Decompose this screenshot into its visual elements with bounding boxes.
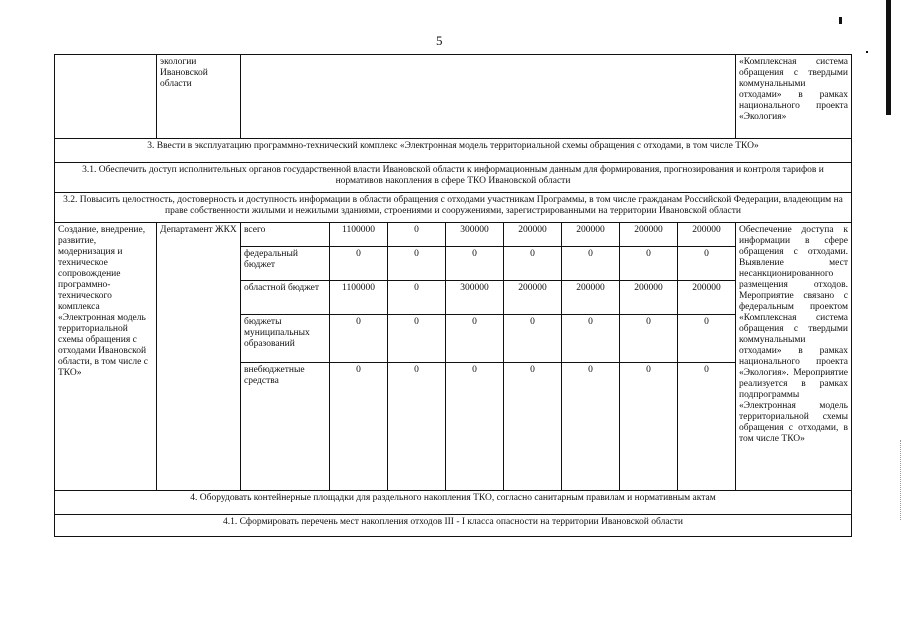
cell-source: всего	[241, 223, 330, 247]
section-4-1: 4.1. Сформировать перечень мест накопления отходов III - I класса опасности на территории Ивановской области	[55, 515, 852, 537]
cell-value: 0	[678, 247, 736, 281]
cell-value: 0	[620, 363, 678, 491]
cell-empty	[55, 55, 157, 139]
cell-activity-name: Создание, внедрение, развитие, модернизация и техническое сопровождение программно-технического комплекса «Электронная модель территориальной схемы обращения с отходами Ивановской области, в том числе с ТКО»	[55, 223, 157, 491]
cell-value: 0	[678, 315, 736, 363]
section-3-2: 3.2. Повысить целостность, достоверность и доступность информации в области обращения с отходами участникам Программы, в том числе гражданам Российской Федерации, владеющим на праве собственности жилыми и нежилыми зданиями, строениями и сооружениями, зарегистрированными на территории Ивановской области	[55, 193, 852, 223]
cell-value: 200000	[504, 281, 562, 315]
cell-value: 0	[388, 315, 446, 363]
cell-value: 200000	[620, 223, 678, 247]
cell-value: 0	[388, 363, 446, 491]
cell-source: федеральный бюджет	[241, 247, 330, 281]
scan-dots-right	[900, 440, 903, 520]
cell-value: 200000	[504, 223, 562, 247]
cell-value: 1100000	[330, 281, 388, 315]
cell-activity-responsible: Департамент ЖКХ	[157, 223, 241, 491]
cell-source: областной бюджет	[241, 281, 330, 315]
cell-value: 0	[504, 315, 562, 363]
cell-value: 200000	[562, 281, 620, 315]
cell-note-cont: «Комплексная система обращения с твердыми коммунальными отходами» в рамках национального проекта «Экология»	[736, 55, 852, 139]
cell-value: 1100000	[330, 223, 388, 247]
cell-value: 0	[446, 247, 504, 281]
scan-bar-right	[886, 0, 891, 115]
section-row-3-2	[55, 193, 852, 223]
cell-value: 0	[620, 315, 678, 363]
cell-value: 0	[446, 315, 504, 363]
cell-value: 0	[388, 281, 446, 315]
cell-value: 200000	[678, 223, 736, 247]
scan-mark-dot	[866, 51, 868, 53]
cell-value: 0	[504, 247, 562, 281]
section-row-4	[55, 491, 852, 515]
section-row-4-1	[55, 515, 852, 537]
cell-source: бюджеты муниципальных образований	[241, 315, 330, 363]
scan-mark-top	[839, 17, 842, 24]
cell-value: 300000	[446, 281, 504, 315]
section-row-3-1	[55, 163, 852, 193]
cell-value: 0	[678, 363, 736, 491]
cell-value: 0	[562, 315, 620, 363]
cell-value: 200000	[620, 281, 678, 315]
cell-value: 0	[330, 247, 388, 281]
section-3-1: 3.1. Обеспечить доступ исполнительных органов государственной власти Ивановской области к информационным данным для формирования, прогнозирования и контроля тарифов и нормативов накопления в сфере ТКО Ивановской области	[55, 163, 852, 193]
page-number: 5	[436, 33, 443, 48]
cell-responsible-cont: экологии Ивановской области	[157, 55, 241, 139]
program-table	[54, 54, 852, 537]
cell-value: 0	[620, 247, 678, 281]
cell-activity-note: Обеспечение доступа к информации в сфере обращения с отходами. Выявление мест несанкционированного размещения отходов. Мероприятие связано с федеральным проектом «Комплексная система обращения с твердыми коммунальными отходами» в рамках национального проекта «Экология». Мероприятие реализуется в рамках подпрограммы «Электронная модель территориальной схемы обращения с отходами, в том числе ТКО»	[736, 223, 852, 491]
section-4: 4. Оборудовать контейнерные площадки для раздельного накопления ТКО, согласно санитарным правилам и нормативным актам	[55, 491, 852, 515]
section-row-3	[55, 139, 852, 163]
cell-value: 0	[388, 223, 446, 247]
cell-value: 200000	[678, 281, 736, 315]
cell-value: 300000	[446, 223, 504, 247]
section-3: 3. Ввести в эксплуатацию программно-технический комплекс «Электронная модель территориальной схемы обращения с отходами, в том числе ТКО»	[55, 139, 852, 163]
cell-value: 0	[388, 247, 446, 281]
table-row-continued	[55, 55, 852, 139]
cell-value: 0	[330, 315, 388, 363]
cell-value: 0	[330, 363, 388, 491]
cell-value: 0	[446, 363, 504, 491]
cell-value: 0	[504, 363, 562, 491]
cell-value: 0	[562, 247, 620, 281]
cell-value: 200000	[562, 223, 620, 247]
cell-empty-span	[241, 55, 736, 139]
cell-source: внебюджетные средства	[241, 363, 330, 491]
cell-value: 0	[562, 363, 620, 491]
table-row	[55, 223, 852, 247]
